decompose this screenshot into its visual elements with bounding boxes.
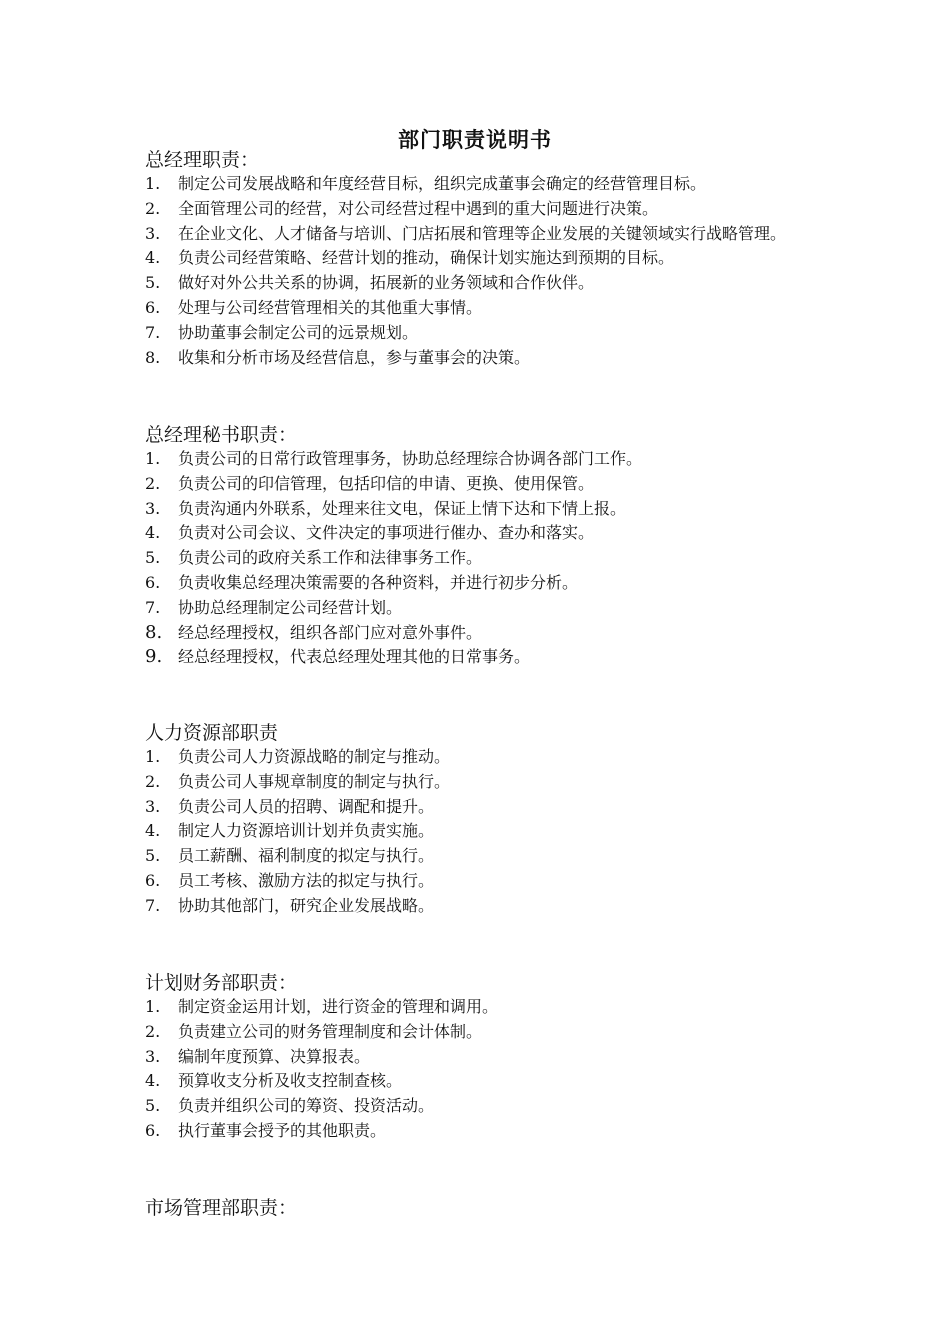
item-text: 员工考核、激励方法的拟定与执行。 xyxy=(178,870,435,890)
list-item xyxy=(145,596,825,621)
list-item xyxy=(145,197,825,222)
item-text: 制定资金运用计划，进行资金的管理和调用。 xyxy=(178,997,499,1016)
item-number: 5. xyxy=(145,548,161,568)
list-item xyxy=(145,1094,825,1119)
item-number: 1. xyxy=(145,174,161,193)
list-item xyxy=(145,645,825,670)
item-number: 3. xyxy=(145,498,161,518)
item-text: 编制年度预算、决算报表。 xyxy=(178,1046,371,1066)
item-text: 负责公司的印信管理，包括印信的申请、更换、使用保管。 xyxy=(178,473,595,493)
item-number: 8. xyxy=(145,347,161,367)
section-planning-finance xyxy=(145,971,825,1144)
item-text: 预算收支分析及收支控制查核。 xyxy=(178,1071,403,1091)
section-heading: 总经理秘书职责： xyxy=(145,424,298,446)
item-text: 执行董事会授予的其他职责。 xyxy=(178,1120,387,1140)
item-number: 5. xyxy=(145,846,161,866)
item-text: 收集和分析市场及经营信息，参与董事会的决策。 xyxy=(178,347,531,367)
item-number: 3. xyxy=(145,1046,161,1066)
list-item xyxy=(145,296,825,321)
duty-list xyxy=(145,447,825,670)
item-number: 1. xyxy=(145,747,161,766)
item-text: 协助总经理制定公司经营计划。 xyxy=(178,597,403,617)
list-item xyxy=(145,346,825,371)
section-gm-secretary xyxy=(145,423,825,670)
list-item xyxy=(145,472,825,497)
item-text: 负责公司的政府关系工作和法律事务工作。 xyxy=(178,548,483,568)
item-text: 协助董事会制定公司的远景规划。 xyxy=(178,322,419,342)
item-number: 7. xyxy=(145,895,161,915)
list-item xyxy=(145,271,825,296)
list-item xyxy=(145,546,825,571)
duty-list xyxy=(145,995,825,1144)
list-item xyxy=(145,745,825,770)
section-human-resources xyxy=(145,721,825,919)
item-text: 做好对外公共关系的协调，拓展新的业务领域和合作伙伴。 xyxy=(178,273,595,293)
item-text: 负责公司人员的招聘、调配和提升。 xyxy=(178,796,435,816)
item-number: 4. xyxy=(145,523,161,543)
list-item xyxy=(145,497,825,522)
item-number: 6. xyxy=(145,1120,161,1140)
list-item xyxy=(145,1045,825,1070)
item-text: 制定人力资源培训计划并负责实施。 xyxy=(178,821,435,841)
item-number: 1. xyxy=(145,449,161,468)
list-item xyxy=(145,222,806,247)
list-item xyxy=(145,1020,825,1045)
item-number: 7. xyxy=(145,597,161,617)
item-number: 5. xyxy=(145,1096,161,1116)
item-number: 6. xyxy=(145,572,161,592)
section-heading: 人力资源部职责 xyxy=(145,722,279,744)
document-title: 部门职责说明书 xyxy=(398,127,552,152)
list-item xyxy=(145,819,825,844)
item-number: 3. xyxy=(145,223,161,243)
item-number: 2. xyxy=(145,1021,161,1041)
list-item xyxy=(145,770,825,795)
item-number: 9. xyxy=(145,646,163,668)
list-item xyxy=(145,172,825,197)
item-number: 3. xyxy=(145,796,161,816)
list-item xyxy=(145,869,825,894)
item-number: 6. xyxy=(145,870,161,890)
list-item xyxy=(145,621,825,646)
item-text: 负责并组织公司的筹资、投资活动。 xyxy=(178,1096,435,1116)
item-text: 全面管理公司的经营，对公司经营过程中遇到的重大问题进行决策。 xyxy=(178,198,659,218)
item-number: 2. xyxy=(145,198,161,218)
list-item xyxy=(145,447,825,472)
item-number: 8. xyxy=(145,621,163,643)
duty-list xyxy=(145,745,825,919)
list-item xyxy=(145,1069,825,1094)
list-item xyxy=(145,1119,825,1144)
list-item xyxy=(145,795,825,820)
item-text: 负责收集总经理决策需要的各种资料，并进行初步分析。 xyxy=(178,572,579,592)
item-text: 员工薪酬、福利制度的拟定与执行。 xyxy=(178,846,435,866)
list-item xyxy=(145,894,825,919)
item-text: 负责公司人事规章制度的制定与执行。 xyxy=(178,771,451,791)
section-heading: 计划财务部职责： xyxy=(145,972,298,994)
section-heading: 市场管理部职责： xyxy=(145,1197,298,1219)
list-item xyxy=(145,521,825,546)
item-number: 2. xyxy=(145,771,161,791)
item-text: 制定公司发展战略和年度经营目标，组织完成董事会确定的经营管理目标。 xyxy=(178,174,707,193)
item-number: 4. xyxy=(145,248,161,268)
list-item xyxy=(145,321,825,346)
section-heading: 总经理职责： xyxy=(145,149,260,171)
section-general-manager xyxy=(145,148,825,370)
item-number: 7. xyxy=(145,322,161,342)
list-item xyxy=(145,571,825,596)
item-number: 1. xyxy=(145,997,161,1016)
item-text: 负责公司经营策略、经营计划的推动，确保计划实施达到预期的目标。 xyxy=(178,248,675,268)
item-number: 4. xyxy=(145,1071,161,1091)
item-text: 负责建立公司的财务管理制度和会计体制。 xyxy=(178,1021,483,1041)
item-number: 5. xyxy=(145,273,161,293)
item-text: 处理与公司经营管理相关的其他重大事情。 xyxy=(178,297,483,317)
item-text: 经总经理授权，代表总经理处理其他的日常事务。 xyxy=(178,647,531,667)
item-number: 6. xyxy=(145,297,161,317)
item-text: 协助其他部门，研究企业发展战略。 xyxy=(178,895,435,915)
list-item xyxy=(145,246,825,271)
item-text: 在企业文化、人才储备与培训、门店拓展和管理等企业发展的关键领域实行战略管理。 xyxy=(178,223,787,243)
item-text: 经总经理授权，组织各部门应对意外事件。 xyxy=(178,622,483,642)
list-item xyxy=(145,844,825,869)
item-number: 4. xyxy=(145,821,161,841)
item-text: 负责对公司会议、文件决定的事项进行催办、查办和落实。 xyxy=(178,523,595,543)
duty-list xyxy=(145,172,825,370)
item-text: 负责公司的日常行政管理事务，协助总经理综合协调各部门工作。 xyxy=(178,449,643,468)
item-text: 负责公司人力资源战略的制定与推动。 xyxy=(178,747,451,766)
item-number: 2. xyxy=(145,473,161,493)
item-text: 负责沟通内外联系，处理来往文电，保证上情下达和下情上报。 xyxy=(178,498,627,518)
section-market-management xyxy=(145,1196,825,1220)
list-item xyxy=(145,995,825,1020)
